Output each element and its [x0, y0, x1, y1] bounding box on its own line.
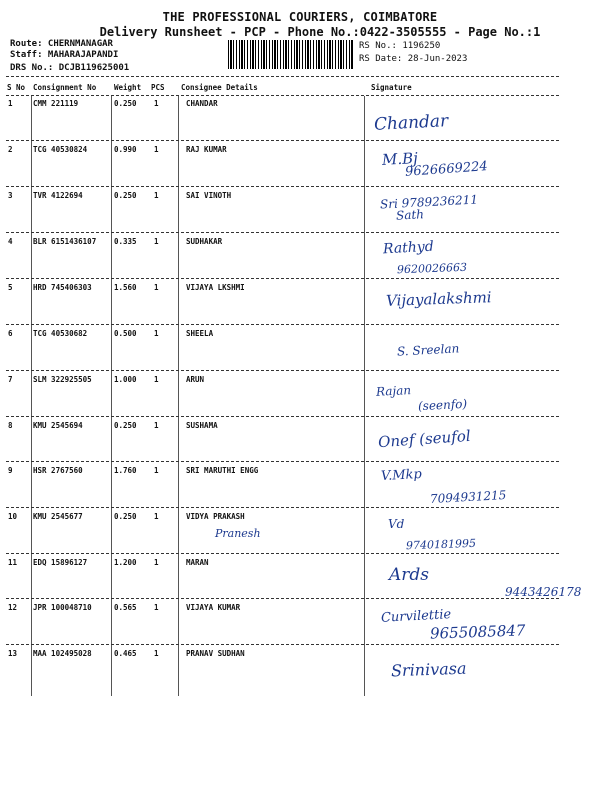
row-weight: 1.200 [114, 558, 137, 567]
header-divider-top [6, 76, 559, 77]
row-pcs: 1 [154, 99, 159, 108]
row-divider [6, 324, 559, 325]
row-signature: Ards [389, 565, 430, 585]
row-weight: 0.250 [114, 191, 137, 200]
row-weight: 0.335 [114, 237, 137, 246]
row-consignee: ARUN [186, 375, 205, 384]
row-signature: Chandar [373, 111, 449, 135]
row-consignment-no: BLR 6151436107 [33, 237, 97, 246]
company-title: THE PROFESSIONAL COURIERS, COIMBATORE [162, 10, 438, 24]
row-sno: 12 [8, 603, 18, 612]
row-divider [6, 461, 559, 462]
row-signature: Srinivasa [390, 658, 467, 681]
row-sno: 1 [8, 99, 13, 108]
row-consignee: SRI MARUTHI ENGG [186, 466, 259, 475]
row-consignment-no: KMU 2545694 [33, 421, 83, 430]
row-consignee: PRANAV SUDHAN [186, 649, 245, 658]
drs-number: DRS No.: DCJB119625001 [10, 63, 130, 73]
row-signature: V.Mkp [380, 466, 423, 485]
row-weight: 0.500 [114, 329, 137, 338]
row-consignee: SAI VINOTH [186, 191, 232, 200]
row-divider [6, 553, 559, 554]
row-sno: 9 [8, 466, 13, 475]
row-consignment-no: MAA 102495028 [33, 649, 92, 658]
row-consignee: CHANDAR [186, 99, 218, 108]
row-divider [6, 598, 559, 599]
row-consignee: VIJAYA LKSHMI [186, 283, 245, 292]
row-sno: 4 [8, 237, 13, 246]
col-header-consignment: Consignment No [33, 83, 97, 92]
row-pcs: 1 [154, 558, 159, 567]
row-sno: 13 [8, 649, 18, 658]
row-consignee: SHEELA [186, 329, 214, 338]
rs-date: RS Date: 28-Jun-2023 [359, 54, 468, 64]
row-signature: S. Sreelan [396, 341, 460, 359]
row-pcs: 1 [154, 512, 159, 521]
row10-handwritten-note: Pranesh [215, 527, 261, 540]
row-pcs: 1 [154, 329, 159, 338]
row-weight: 0.250 [114, 421, 137, 430]
row-consignment-no: HSR 2767560 [33, 466, 83, 475]
row-sno: 3 [8, 191, 13, 200]
row-pcs: 1 [154, 466, 159, 475]
row-weight: 1.560 [114, 283, 137, 292]
row-signature: Vd [388, 517, 405, 531]
row-divider [6, 232, 559, 233]
row-consignee: VIDYA PRAKASH [186, 512, 245, 521]
col-header-signature: Signature [371, 83, 412, 92]
row-consignment-no: SLM 322925505 [33, 375, 92, 384]
row-pcs: 1 [154, 191, 159, 200]
row-divider [6, 370, 559, 371]
row-weight: 1.000 [114, 375, 137, 384]
col-header-pcs: PCS [151, 83, 165, 92]
row-consignee: SUDHAKAR [186, 237, 223, 246]
row-sno: 11 [8, 558, 18, 567]
row-signature: Sri 9789236211 [379, 192, 479, 212]
row-consignment-no: EDQ 15896127 [33, 558, 88, 567]
row-signature-phone: 7094931215 [429, 488, 507, 506]
staff-label: Staff: MAHARAJAPANDI [10, 50, 119, 60]
row-pcs: 1 [154, 649, 159, 658]
row-weight: 0.250 [114, 99, 137, 108]
row-signature-phone: (seenfo) [417, 396, 468, 414]
row-consignment-no: TVR 4122694 [33, 191, 83, 200]
rs-number: RS No.: 1196250 [359, 41, 441, 51]
route-label: Route: CHERNMANAGAR [10, 39, 113, 49]
row-weight: 0.250 [114, 512, 137, 521]
row-divider [6, 186, 559, 187]
row-weight: 1.760 [114, 466, 137, 475]
row-divider [6, 507, 559, 508]
row-weight: 0.565 [114, 603, 137, 612]
row-signature-phone: 9626669224 [404, 159, 489, 180]
row-divider [6, 140, 559, 141]
row-consignment-no: HRD 745406303 [33, 283, 92, 292]
row-divider [6, 416, 559, 417]
row-signature: Curvilettie [380, 607, 452, 626]
row-pcs: 1 [154, 283, 159, 292]
row-signature: Rathyd [382, 238, 435, 258]
row-consignment-no: TCG 40530824 [33, 145, 88, 154]
row-pcs: 1 [154, 421, 159, 430]
row-consignment-no: JPR 100048710 [33, 603, 92, 612]
row-signature-phone: 9620026663 [396, 260, 468, 277]
row-signature: Onef (seufol [377, 426, 472, 452]
row-consignment-no: CMM 221119 [33, 99, 79, 108]
row-divider [6, 278, 559, 279]
row-consignment-no: KMU 2545677 [33, 512, 83, 521]
row-weight: 0.465 [114, 649, 137, 658]
row-sno: 8 [8, 421, 13, 430]
row-consignee: RAJ KUMAR [186, 145, 227, 154]
row-signature: M.Bj [381, 149, 419, 169]
barcode [228, 40, 354, 69]
row-signature: Rajan [375, 383, 412, 399]
row-consignment-no: TCG 40530682 [33, 329, 88, 338]
row-sno: 5 [8, 283, 13, 292]
header-divider-bottom [6, 95, 559, 96]
row-weight: 0.990 [114, 145, 137, 154]
row-sno: 6 [8, 329, 13, 338]
row-consignee: SUSHAMA [186, 421, 218, 430]
row-pcs: 1 [154, 375, 159, 384]
row-sno: 7 [8, 375, 13, 384]
col-header-consignee: Consignee Details [181, 83, 258, 92]
row-signature: Vijayalakshmi [385, 288, 492, 310]
row-pcs: 1 [154, 237, 159, 246]
row-signature-phone: 9443426178 [505, 585, 582, 599]
row-sno: 2 [8, 145, 13, 154]
row-sno: 10 [8, 512, 18, 521]
col-header-sno: S No [7, 83, 26, 92]
row-pcs: 1 [154, 145, 159, 154]
row-signature-phone: 9655085847 [429, 621, 526, 643]
row-divider [6, 644, 559, 645]
row-signature-phone: Sath [395, 207, 425, 223]
row-signature-phone: 9740181995 [405, 536, 477, 553]
row-pcs: 1 [154, 603, 159, 612]
col-header-weight: Weight [114, 83, 142, 92]
runsheet-title: Delivery Runsheet - PCP - Phone No.:0422-3505555 - Page No.:1 [99, 25, 541, 39]
row-consignee: VIJAYA KUMAR [186, 603, 241, 612]
row-consignee: MARAN [186, 558, 209, 567]
